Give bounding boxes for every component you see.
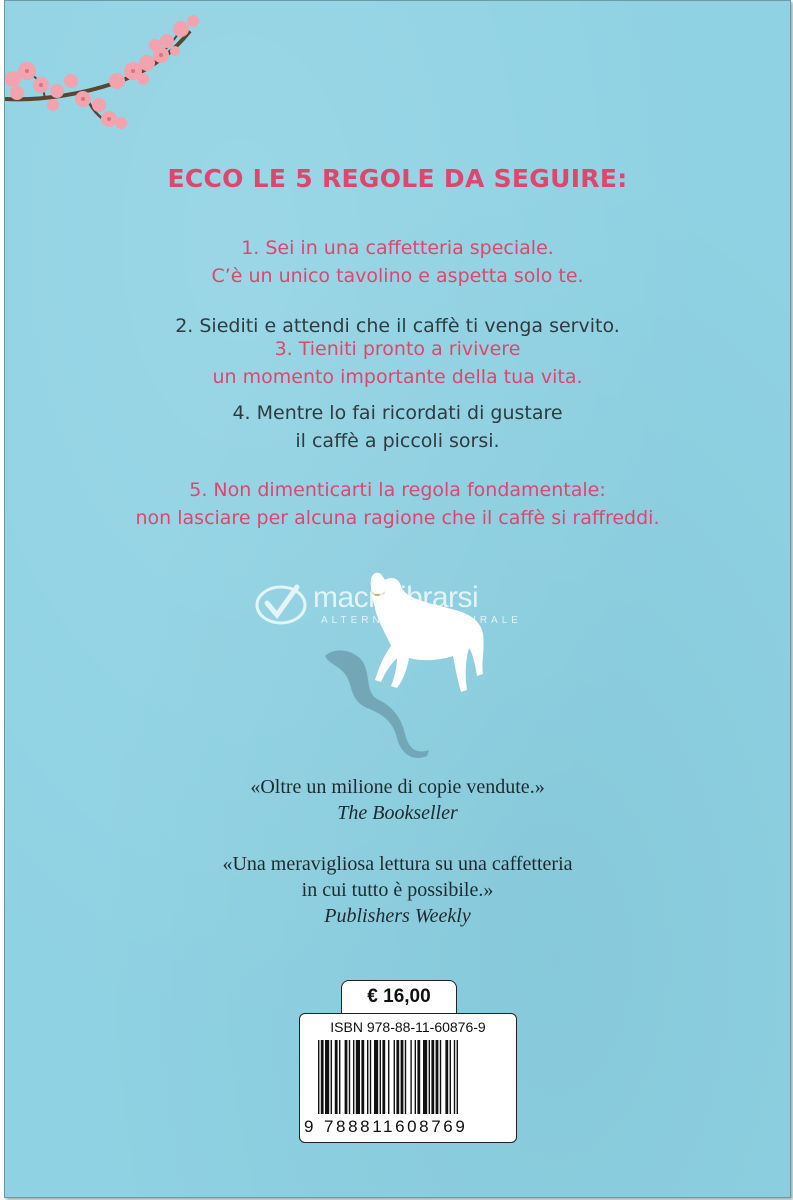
rule-4 [5,399,790,455]
watermark-tagline: ALTERNATIVA NATURALE [321,615,522,626]
rule-1-line-2: C’è un unico tavolino e aspetta solo te. [211,265,584,287]
rule-1-line-1: 1. Sei in una caffetteria speciale. [241,237,554,259]
ean-first-digit: 9 [304,1117,314,1136]
rules-title: ECCO LE 5 REGOLE DA SEGUIRE: [167,164,628,193]
barcode-box [299,1013,517,1143]
rule-5-line-1: 5. Non dimenticarti la regola fondamentale: [189,479,606,501]
quote-1-source: The Bookseller [337,802,458,824]
rule-3-line-2: un momento importante della tua vita. [212,366,583,388]
price-label [341,980,457,1015]
price: € 16,00 [367,986,431,1007]
rule-3-line-1: 3. Tieniti pronto a rivivere [274,338,521,360]
quote-2-source: Publishers Weekly [324,905,471,927]
isbn: ISBN 978-88-11-60876-9 [330,1019,486,1035]
rule-5-line-2: non lasciare per alcuna ragione che il caffè si raffreddi. [135,507,660,529]
macrolibrarsi-watermark [255,579,555,629]
book-back-cover [4,0,791,1198]
cherry-blossom-branch-icon [5,1,265,141]
macrolibrarsi-logo-icon [255,579,307,627]
rule-2-line-1: 2. Siediti e attendi che il caffè ti venga servito. [175,315,620,337]
quote-1-text: «Oltre un milione di copie vendute.» [250,776,545,798]
review-quote-1 [5,774,790,826]
rule-3 [5,335,790,391]
rule-4-line-1: 4. Mentre lo fai ricordati di gustare [232,402,563,424]
quote-2-text-line-1: «Una meravigliosa lettura su una caffetteria [222,853,573,875]
barcode-icon [318,1040,504,1122]
quote-2-text-line-2: in cui tutto è possibile.» [301,879,494,901]
rule-5 [5,476,790,532]
rule-1 [5,234,790,290]
watermark-name: macrolibrarsi [313,581,479,614]
rule-4-line-2: il caffè a piccoli sorsi. [295,430,500,452]
review-quote-2 [5,851,790,929]
ean-digits: 788811608769 [324,1117,468,1136]
